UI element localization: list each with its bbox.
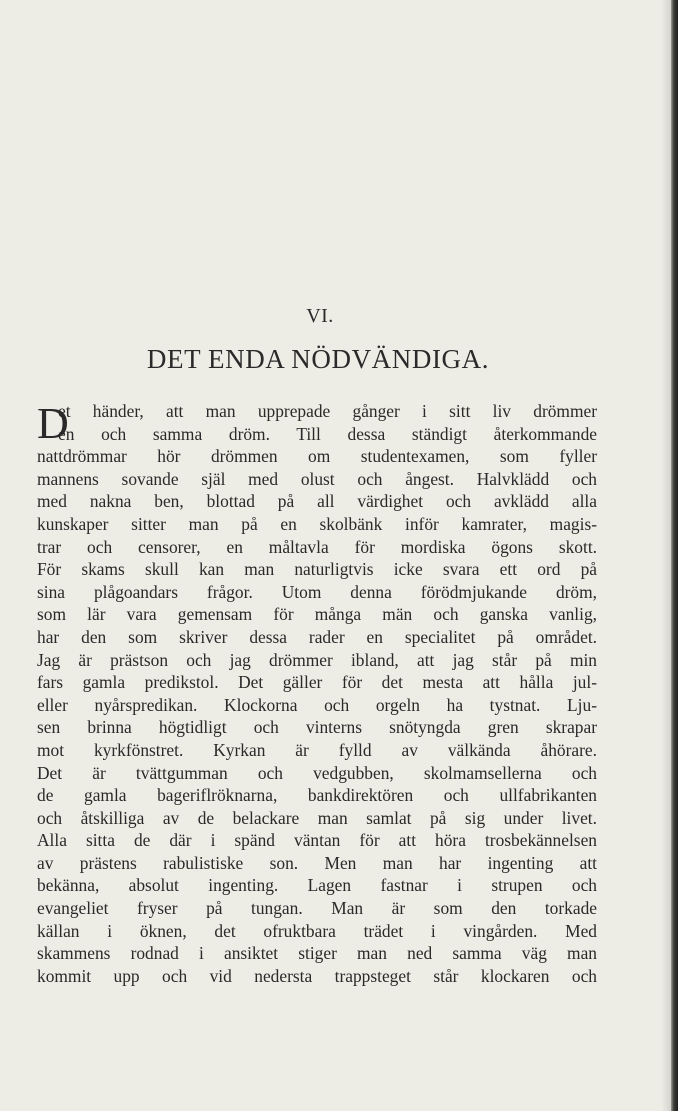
text-line: nattdrömmar hör drömmen om studentexamen, som fyller (37, 446, 597, 467)
text-line: För skams skull kan man naturligtvis icke svara ett ord på (37, 559, 597, 580)
text-line: mannens sovande själ med olust och ångest. Halvklädd och (37, 468, 597, 489)
text-line: en och samma dröm. Till dessa ständigt återkommande (58, 423, 597, 444)
text-line: med nakna ben, blottad på all värdighet och avklädd alla (37, 491, 597, 512)
text-line: kommit upp och vid nedersta trappsteget står klockaren och (37, 965, 597, 986)
text-line: och åtskilliga av de belackare man samlat på sig under livet. (37, 807, 597, 828)
text-line: trar och censorer, en måltavla för mordiska ögons skott. (37, 536, 597, 557)
text-line: Alla sitta de där i spänd väntan för att höra trosbekännelsen (37, 830, 597, 851)
opening-block (37, 399, 597, 448)
text-line: skammens rodnad i ansiktet stiger man ned samma väg man (37, 943, 597, 964)
text-line: et händer, att man upprepade gånger i sitt liv drömmer (58, 401, 597, 421)
page-gutter-shadow (661, 0, 671, 1111)
body-text (37, 400, 597, 987)
text-line: källan i öknen, det ofruktbara trädet i vingården. Med (37, 920, 597, 941)
text-line: Det är tvättgumman och vedgubben, skolmamsellerna och (37, 762, 597, 783)
text-line: kunskaper sitter man på en skolbänk inför kamrater, magis- (37, 513, 597, 534)
page-spine-edge (671, 0, 678, 1111)
text-line: bekänna, absolut ingenting. Lagen fastnar i strupen och (37, 875, 597, 896)
text-line: eller nyårspredikan. Klockorna och orgeln ha tystnat. Lju- (37, 694, 597, 715)
drop-cap: D (37, 399, 69, 448)
text-line: sen brinna högtidligt och vinterns snötyngda gren skrapar (37, 717, 597, 738)
chapter-title: DET ENDA NÖDVÄNDIGA. (146, 344, 490, 374)
text-line: fars gamla predikstol. Det gäller för det mesta att hålla jul- (37, 672, 597, 693)
text-line: evangeliet fryser på tungan. Man är som den torkade (37, 898, 597, 919)
text-line: de gamla bageriflröknarna, bankdirektören och ullfabrikanten (37, 785, 597, 806)
text-line: som lär vara gemensam för många män och ganska vanlig, (37, 604, 597, 625)
chapter-number: VI. (306, 305, 334, 327)
text-line: har den som skriver dessa rader en specialitet på området. (37, 626, 597, 647)
text-line: mot kyrkfönstret. Kyrkan är fylld av välkända åhörare. (37, 739, 597, 760)
text-line: sina plågoandars frågor. Utom denna förödmjukande dröm, (37, 581, 597, 602)
text-line: Jag är prästson och jag drömmer ibland, att jag står på min (37, 649, 597, 670)
text-line: av prästens rabulistiske son. Men man har ingenting att (37, 852, 597, 873)
